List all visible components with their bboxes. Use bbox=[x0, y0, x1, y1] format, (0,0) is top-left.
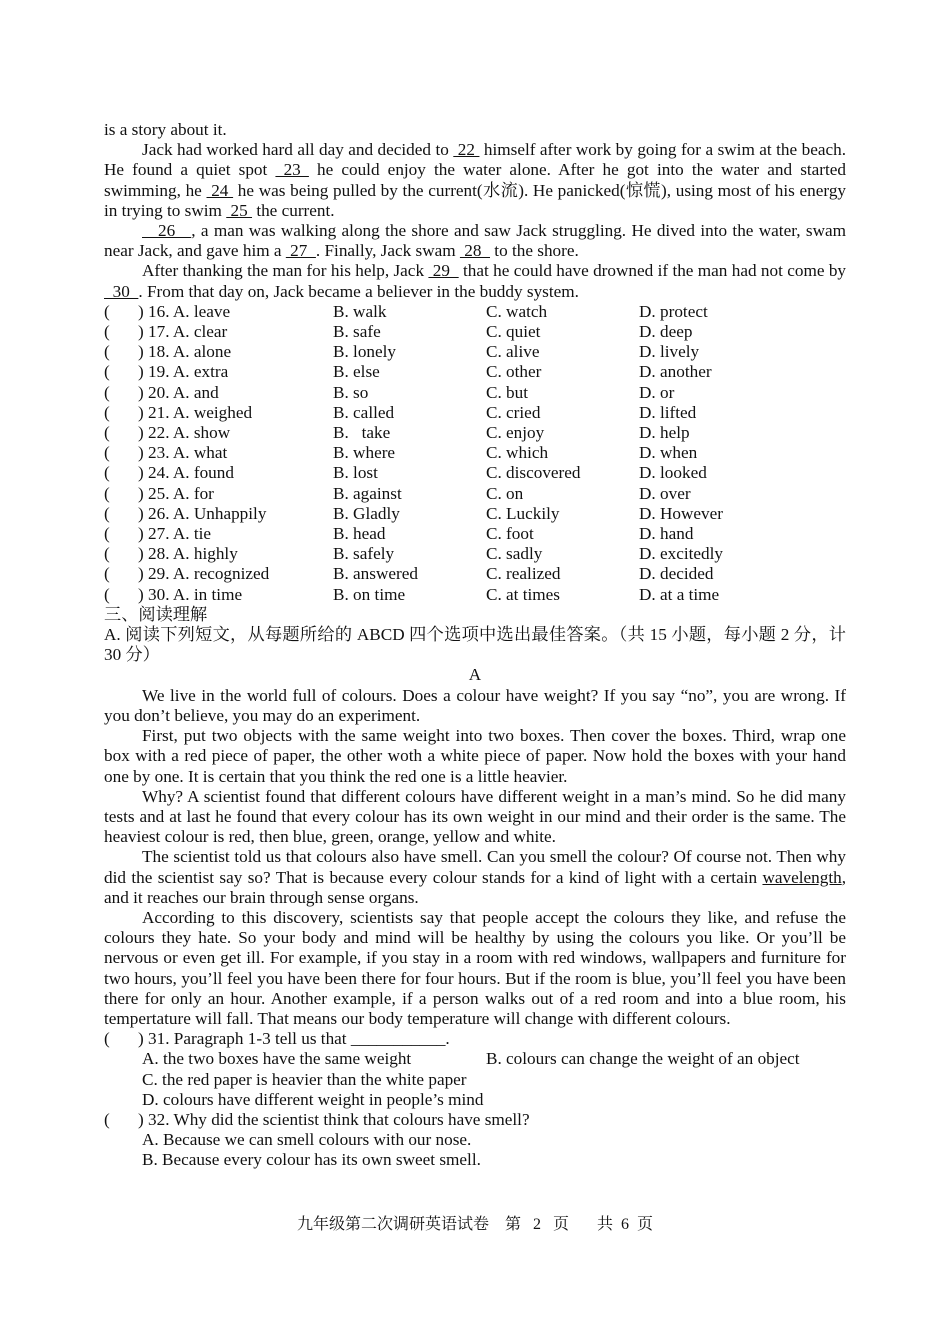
option-c: C. discovered bbox=[486, 463, 581, 483]
blank-27: 27 bbox=[285, 241, 316, 261]
answer-paren[interactable]: ( bbox=[104, 443, 110, 463]
option-c: C. sadly bbox=[486, 544, 543, 564]
option-a: ) 20. A. and bbox=[138, 382, 219, 402]
option-c: C. the red paper is heavier than the white paper bbox=[142, 1069, 467, 1089]
answer-paren[interactable]: ( bbox=[104, 402, 110, 422]
answer-paren[interactable]: ( bbox=[104, 1029, 110, 1049]
option-row bbox=[104, 504, 846, 524]
option-row bbox=[104, 423, 846, 443]
option-row bbox=[104, 524, 846, 544]
text: himself after work by going for a swim at the beach. He found a quiet spot bbox=[104, 140, 846, 180]
passage-a-paragraph-4 bbox=[104, 847, 846, 908]
option-a: ) 29. A. recognized bbox=[138, 564, 270, 584]
blank-30: 30 bbox=[104, 281, 139, 301]
answer-paren[interactable]: ( bbox=[104, 382, 110, 402]
blank-29: 29 bbox=[428, 261, 459, 281]
text: . Finally, Jack swam bbox=[315, 241, 460, 261]
option-a: ) 28. A. highly bbox=[138, 544, 238, 564]
option-a: ) 17. A. clear bbox=[138, 322, 228, 342]
section-instruction: A. 阅读下列短文，从每题所给的 ABCD 四个选项中选出最佳答案。（共 15 小题，每小题 2 分，计 30 分） bbox=[104, 625, 846, 665]
text: , and it reaches our brain through sense organs. bbox=[104, 867, 846, 907]
option-d: D. lively bbox=[639, 342, 700, 362]
option-row bbox=[104, 342, 846, 362]
option-row bbox=[104, 443, 846, 463]
text: After thanking the man for his help, Jack bbox=[142, 261, 429, 281]
option-b: B. else bbox=[333, 362, 380, 382]
question-31 bbox=[104, 1029, 846, 1049]
answer-paren[interactable]: ( bbox=[104, 584, 110, 604]
option-c: C. foot bbox=[486, 524, 534, 544]
blank-22: 22 bbox=[453, 140, 480, 160]
answer-paren[interactable]: ( bbox=[104, 544, 110, 564]
option-b: B. on time bbox=[333, 584, 406, 604]
option-a: ) 21. A. weighed bbox=[138, 402, 253, 422]
option-b: B. colours can change the weight of an object bbox=[486, 1049, 800, 1069]
option-c: C. on bbox=[486, 483, 524, 503]
option-b: B. head bbox=[333, 524, 386, 544]
option-d: D. when bbox=[639, 443, 698, 463]
option-a: ) 25. A. for bbox=[138, 483, 214, 503]
option-d: D. decided bbox=[639, 564, 714, 584]
cloze-paragraph-1 bbox=[104, 140, 846, 221]
option-d: D. over bbox=[639, 483, 691, 503]
option-d: D. excitedly bbox=[639, 544, 723, 564]
passage-label: A bbox=[468, 665, 482, 685]
option-d: D. hand bbox=[639, 524, 694, 544]
answer-paren[interactable]: ( bbox=[104, 524, 110, 544]
option-a: ) 22. A. show bbox=[138, 423, 231, 443]
text: to the shore. bbox=[490, 241, 579, 261]
option-b: B. walk bbox=[333, 301, 387, 321]
option-c: C. other bbox=[486, 362, 542, 382]
text: Jack had worked hard all day and decided to bbox=[142, 140, 454, 160]
text: that he could have drowned if the man had not come by bbox=[458, 261, 847, 281]
answer-paren[interactable]: ( bbox=[104, 301, 110, 321]
blank-26: 26 bbox=[142, 221, 192, 241]
option-d: D. deep bbox=[639, 322, 693, 342]
cloze-paragraph-3 bbox=[104, 261, 846, 301]
option-d: D. protect bbox=[639, 301, 708, 321]
text: he could enjoy the water alone. After he got into the water and started swimming, he bbox=[104, 160, 847, 200]
option-c: C. Luckily bbox=[486, 503, 560, 523]
passage-a-paragraph-5: According to this discovery, scientists say that people accept the colours they like, and refuse the colours they hate. So your body and mind will be healthy by using the colours you like. Or you’ll be nervous or even get ill. For example, if you stay in a room with red windows, wallpapers and furniture for two hours, you’ll feel you have been there for four hours. But if the room is blue, you’ll feel you have been there for only an hour. Another example, if a person walks out of a red room and into a blue room, his tempertature will fall. That means our body temperature will change with different colours. bbox=[104, 907, 846, 1028]
option-row bbox=[104, 383, 846, 403]
option-c: C. cried bbox=[486, 402, 541, 422]
option-a: A. the two boxes have the same weight bbox=[142, 1049, 412, 1069]
answer-paren[interactable]: ( bbox=[104, 322, 110, 342]
blank-28: 28 bbox=[459, 241, 490, 261]
option-b: B. Gladly bbox=[333, 503, 400, 523]
option-a: ) 30. A. in time bbox=[138, 584, 243, 604]
text: . From that day on, Jack became a believer in the buddy system. bbox=[138, 281, 579, 301]
text: he was being pulled by the current(水流). He panicked(惊慌), using most of his energy in trying to swim bbox=[104, 180, 847, 220]
option-a: ) 16. A. leave bbox=[138, 301, 231, 321]
option-row bbox=[104, 1049, 846, 1069]
option-a: ) 18. A. alone bbox=[138, 342, 232, 362]
page-footer: 九年级第二次调研英语试卷 第 2 页 共 6 页 bbox=[296, 1216, 653, 1233]
option-c: C. watch bbox=[486, 301, 548, 321]
passage-a-paragraph-1: We live in the world full of colours. Does a colour have weight? If you say “no”, you are wrong. If you don’t believe, you may do an experiment. bbox=[104, 685, 846, 725]
question-stem: ) 31. Paragraph 1-3 tell us that ___________. bbox=[138, 1029, 450, 1049]
option-a: ) 23. A. what bbox=[138, 443, 228, 463]
passage-a-paragraph-2: First, put two objects with the same weight into two boxes. Then cover the boxes. Third, wrap one box with a red piece of paper, the other woth a white piece of paper. Now hold the boxes with your hand one by one. It is certain that you think the red one is a little heavier. bbox=[104, 726, 846, 786]
option-d: D. at a time bbox=[639, 584, 720, 604]
option-d: D. However bbox=[639, 503, 723, 523]
answer-paren[interactable]: ( bbox=[104, 503, 110, 523]
option-c: C. quiet bbox=[486, 322, 541, 342]
option-a: ) 19. A. extra bbox=[138, 362, 229, 382]
option-row bbox=[104, 403, 846, 423]
option-row bbox=[104, 302, 846, 322]
exam-page bbox=[104, 120, 846, 1171]
cloze-paragraph-2 bbox=[104, 221, 846, 261]
option-d: D. another bbox=[639, 362, 712, 382]
answer-paren[interactable]: ( bbox=[104, 423, 110, 443]
option-b: B. safely bbox=[333, 544, 395, 564]
option-b: B. answered bbox=[333, 564, 418, 584]
passage-a-paragraph-3: Why? A scientist found that different colours have different weight in a man’s mind. So he did many tests and at last he found that every colour has its own weight in our mind and their order is the same. The heaviest colour is red, then blue, green, orange, yellow and white. bbox=[104, 786, 846, 847]
answer-paren[interactable]: ( bbox=[104, 1109, 110, 1129]
blank-24: 24 bbox=[206, 180, 234, 200]
blank-25: 25 bbox=[226, 200, 253, 220]
option-a: A. Because we can smell colours with our nose. bbox=[142, 1130, 472, 1150]
option-b: B. lonely bbox=[333, 342, 397, 362]
option-c: C. alive bbox=[486, 342, 540, 362]
option-b: B. lost bbox=[333, 463, 378, 483]
question-32 bbox=[104, 1110, 846, 1130]
answer-paren[interactable]: ( bbox=[104, 362, 110, 382]
option-b: B. so bbox=[333, 382, 369, 402]
option-a: ) 24. A. found bbox=[138, 463, 234, 483]
question-stem: ) 32. Why did the scientist think that colours have smell? bbox=[138, 1109, 530, 1129]
text: The scientist told us that colours also have smell. Can you smell the colour? Of course not. Then why did the scientist say so? That is because every colour stands for a kind of light with a certain bbox=[104, 847, 846, 887]
option-c: C. realized bbox=[486, 564, 561, 584]
option-c: C. but bbox=[486, 382, 529, 402]
text: the current. bbox=[252, 200, 335, 220]
option-row bbox=[104, 564, 846, 584]
option-a: ) 26. A. Unhappily bbox=[138, 503, 267, 523]
answer-paren[interactable]: ( bbox=[104, 342, 110, 362]
answer-paren[interactable]: ( bbox=[104, 463, 110, 483]
option-d: D. colours have different weight in people’s mind bbox=[142, 1089, 484, 1109]
option-c: C. which bbox=[486, 443, 549, 463]
option-b: B. Because every colour has its own sweet smell. bbox=[142, 1150, 481, 1170]
underlined-word: wavelength bbox=[762, 867, 842, 887]
option-row bbox=[104, 362, 846, 382]
option-row bbox=[104, 322, 846, 342]
blank-23: 23 bbox=[275, 160, 309, 180]
cloze-options bbox=[104, 302, 846, 605]
passage-line: is a story about it. bbox=[104, 120, 227, 139]
option-b: B. called bbox=[333, 402, 395, 422]
option-b: B. safe bbox=[333, 322, 381, 342]
option-b: B. take bbox=[333, 423, 391, 443]
option-row bbox=[104, 463, 846, 483]
section-heading: 三、阅读理解 bbox=[104, 604, 208, 624]
option-c: C. enjoy bbox=[486, 423, 545, 443]
option-b: B. where bbox=[333, 443, 396, 463]
option-d: D. help bbox=[639, 423, 690, 443]
option-b: B. against bbox=[333, 483, 402, 503]
option-c: C. at times bbox=[486, 584, 560, 604]
text: , a man was walking along the shore and saw Jack struggling. He dived into the water, swam near Jack, and gave him a bbox=[104, 221, 846, 261]
option-d: D. or bbox=[639, 382, 675, 402]
option-d: D. looked bbox=[639, 463, 707, 483]
option-a: ) 27. A. tie bbox=[138, 524, 212, 544]
option-row bbox=[104, 585, 846, 605]
option-row bbox=[104, 484, 846, 504]
option-d: D. lifted bbox=[639, 402, 697, 422]
answer-paren[interactable]: ( bbox=[104, 564, 110, 584]
answer-paren[interactable]: ( bbox=[104, 483, 110, 503]
option-row bbox=[104, 544, 846, 564]
